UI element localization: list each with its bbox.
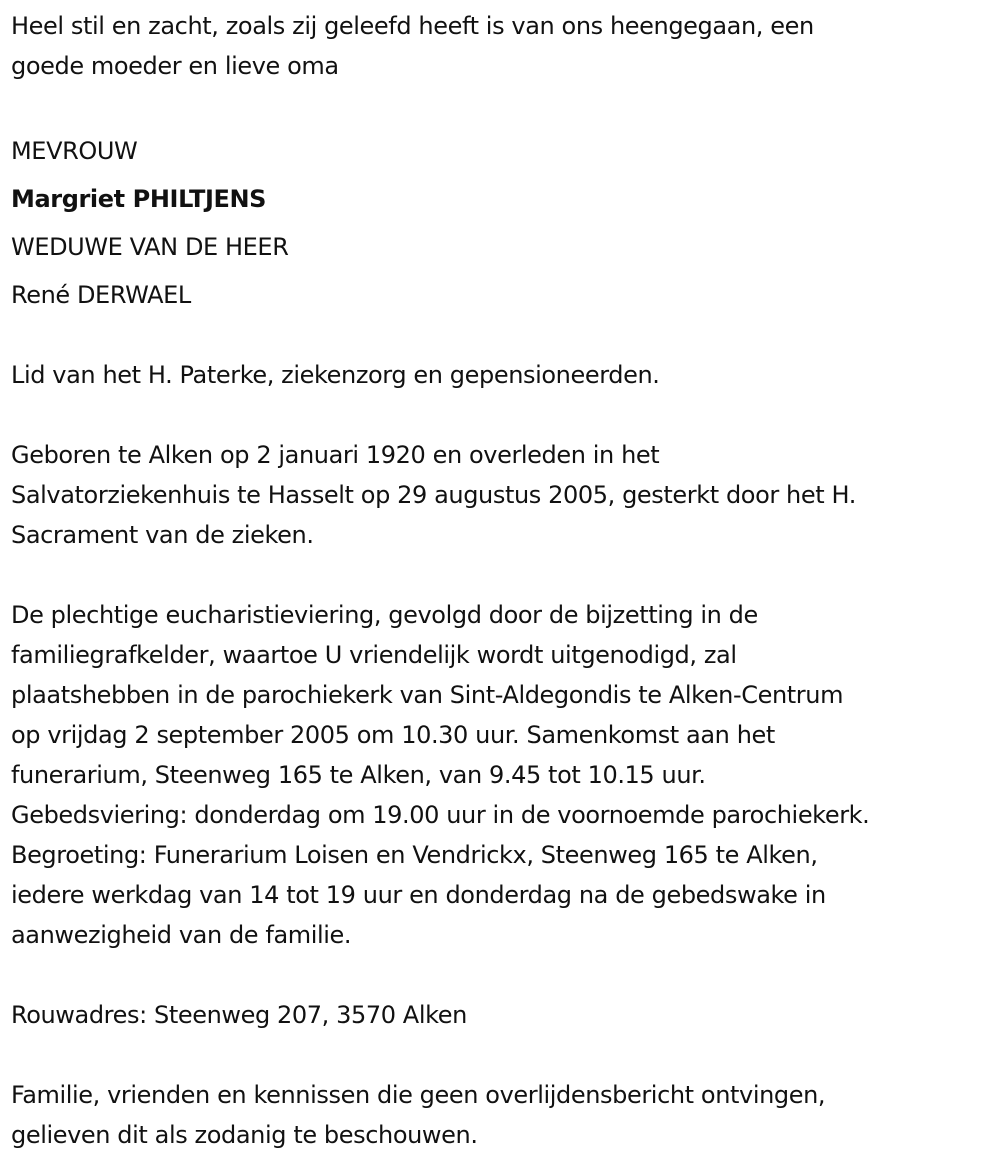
spacer — [11, 1035, 996, 1075]
closing-paragraph: Familie, vrienden en kennissen die geen overlijdensbericht ontvingen, gelieven dit als zodanig te beschouwen. — [11, 1081, 826, 1149]
title-prefix: MEVROUW — [11, 137, 138, 165]
deceased-block — [11, 127, 996, 319]
membership-paragraph: Lid van het H. Paterke, ziekenzorg en gepensioneerden. — [11, 361, 660, 389]
spouse-name: René DERWAEL — [11, 281, 191, 309]
spacer — [11, 955, 996, 995]
address-paragraph: Rouwadres: Steenweg 207, 3570 Alken — [11, 1001, 467, 1029]
birth-death-paragraph: Geboren te Alken op 2 januari 1920 en overleden in het Salvatorziekenhuis te Hasselt op 29 augustus 2005, gesterkt door het H. Sacrament van de zieken. — [11, 441, 856, 549]
ceremony-paragraph: De plechtige eucharistieviering, gevolgd door de bijzetting in de familiegrafkelder, waartoe U vriendelijk wordt uitgenodigd, zal plaatshebben in de parochiekerk van Sint-Aldegondis te Alken-Centrum op vrijdag 2 september 2005 om 10.30 uur. Samenkomst aan het funerarium, Steenweg 165 te Alken, van 9.45 tot 10.15 uur. Gebedsviering: donderdag om 19.00 uur in de voornoemde parochiekerk. Begroeting: Funerarium Loisen en Vendrickx, Steenweg 165 te Alken, iedere werkdag van 14 tot 19 uur en donderdag na de gebedswake in aanwezigheid van de familie. — [11, 601, 870, 949]
spacer — [11, 86, 996, 126]
spacer — [11, 395, 996, 435]
deceased-name: Margriet PHILTJENS — [11, 185, 267, 213]
intro-paragraph: Heel stil en zacht, zoals zij geleefd heeft is van ons heengegaan, een goede moeder en lieve oma — [11, 12, 814, 80]
obituary-document — [11, 6, 996, 1155]
widow-line: WEDUWE VAN DE HEER — [11, 233, 289, 261]
spacer — [11, 319, 996, 355]
spacer — [11, 555, 996, 595]
